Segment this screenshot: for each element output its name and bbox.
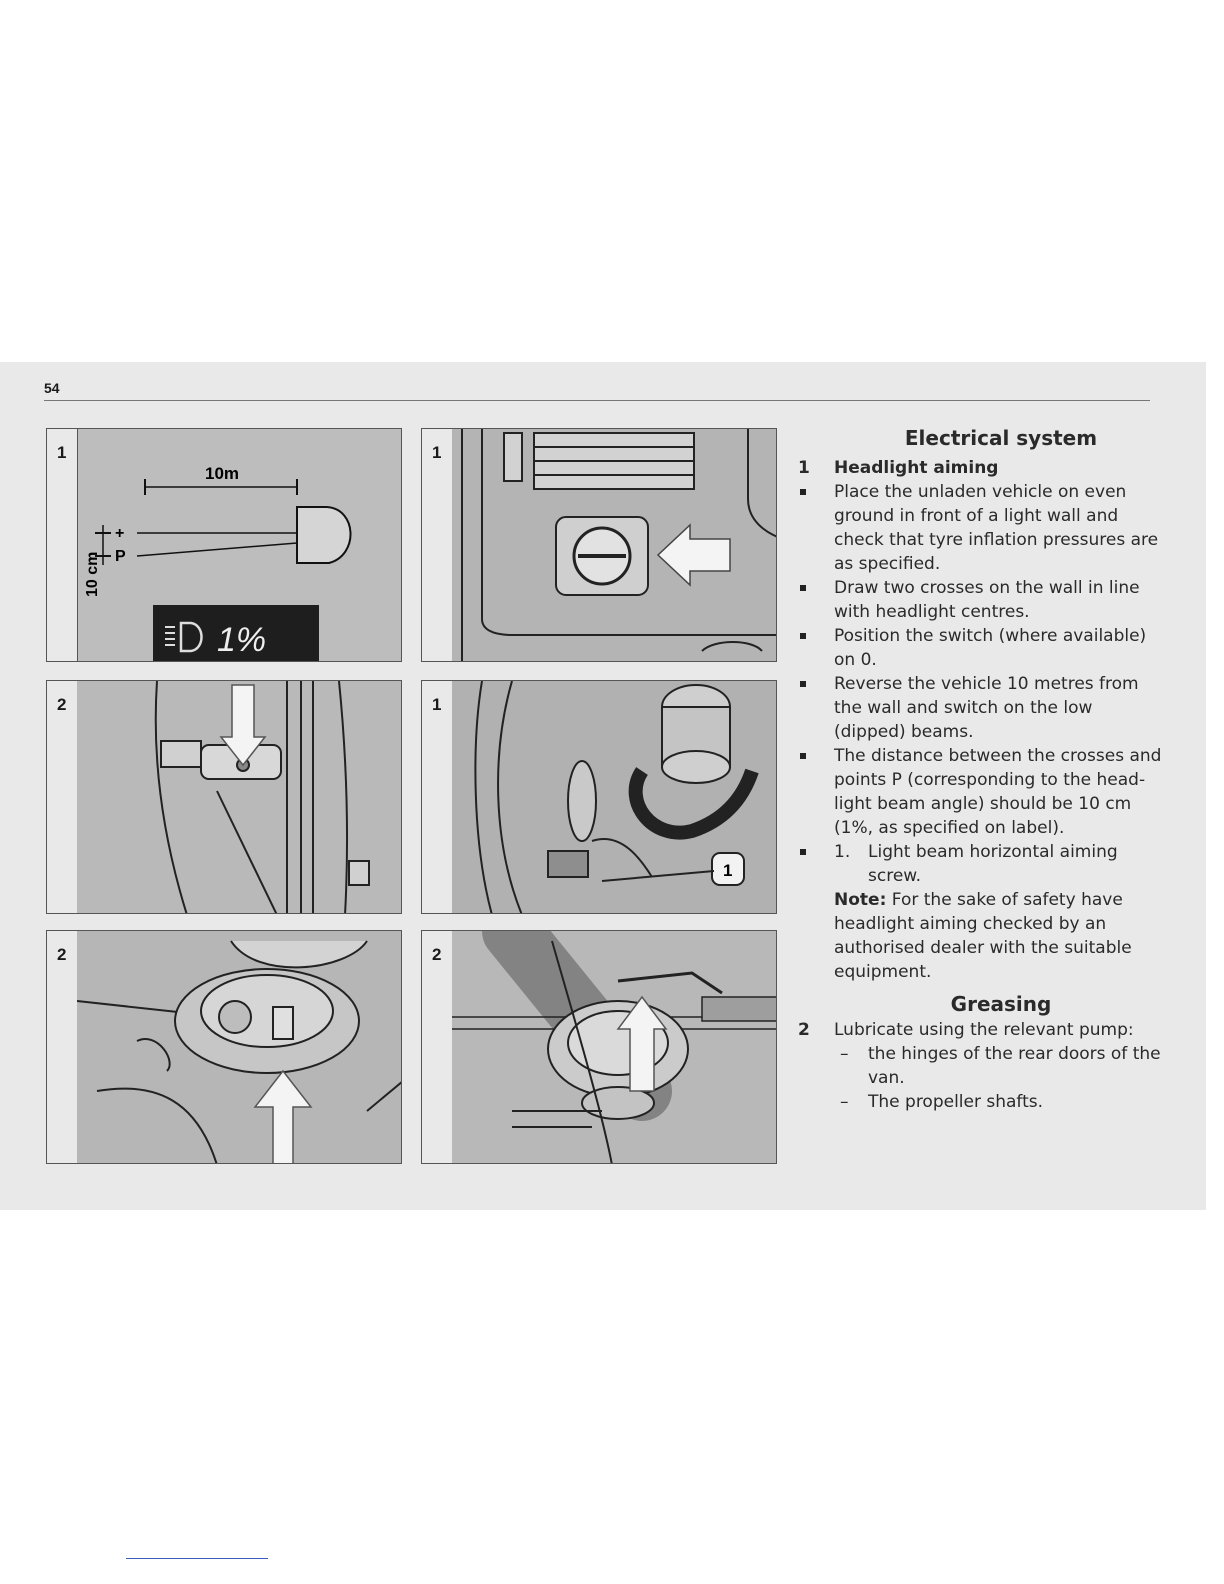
section-title-greasing: Greasing (950, 992, 1052, 1016)
figure-shaft-support (421, 930, 777, 1164)
figure-dashboard-switch (421, 428, 777, 662)
numbered-item (796, 840, 1166, 888)
bullet-text: Reverse the vehicle 10 metres from the wall and switch on the low (dipped) beams. (834, 674, 1139, 742)
bullet-text: Place the unladen vehicle on even ground in front of a light wall and check that tyre inflation pressures are as specified. (834, 482, 1159, 574)
section-number: 2 (798, 1020, 810, 1040)
section-1-header (796, 456, 1166, 480)
dash-item: – the hinges of the rear doors of the van. (840, 1044, 1161, 1088)
page-number: 54 (44, 380, 60, 396)
note-text: For the sake of safety have headlight aiming checked by an authorised dealer with the suitable equipment. (834, 890, 1132, 982)
propeller-joint-illustration (77, 931, 402, 1164)
figure-label: 1 (57, 443, 67, 462)
dash-item-text: The propeller shafts. (868, 1092, 1044, 1112)
bullet-item (796, 480, 1166, 576)
height-label: 10 cm (84, 551, 101, 597)
note-label: Note: (834, 890, 887, 910)
figure-engine-bay (421, 680, 777, 914)
instructions-text (796, 424, 1166, 1114)
figure-label: 1 (432, 443, 442, 462)
section-number: 1 (798, 458, 810, 478)
p-label: P (115, 548, 126, 565)
callout-number: 1 (723, 861, 733, 880)
manual-page (0, 362, 1206, 1210)
figure-label: 1 (432, 695, 442, 714)
section-heading: Headlight aiming (834, 458, 999, 478)
section-title-electrical: Electrical system (904, 426, 1098, 450)
figure-door-hinge (46, 680, 402, 914)
figure-label: 2 (57, 945, 67, 964)
bullet-item (796, 624, 1166, 672)
bullet-item (796, 672, 1166, 744)
figure-propeller-joint (46, 930, 402, 1164)
figure-label: 2 (57, 695, 67, 714)
distance-label: 10m (205, 464, 240, 483)
note (796, 888, 1166, 984)
dash-item-text: the hinges of the rear doors of the van. (868, 1044, 1161, 1088)
headlight-diagram-illustration (77, 429, 402, 662)
door-hinge-illustration (77, 681, 402, 914)
footer-rule (126, 1558, 268, 1559)
plus-label: + (115, 525, 125, 542)
dashboard-switch-illustration (452, 429, 777, 662)
item-number: 1. (834, 842, 851, 862)
bullet-item (796, 744, 1166, 840)
bullet-text: The distance between the crosses and points P (corresponding to the head-light beam angle) should be 10 cm (1%, as specified on label). (834, 746, 1162, 838)
bullet-text: Position the switch (where available) on 0. (834, 626, 1147, 670)
intro-text: Lubricate using the relevant pump: (834, 1020, 1134, 1040)
section-2-intro (796, 1018, 1166, 1042)
header-rule (44, 400, 1150, 401)
bullet-text: Draw two crosses on the wall in line with headlight centres. (834, 578, 1140, 622)
shaft-support-illustration (452, 931, 777, 1164)
dash-item: – The propeller shafts. (840, 1092, 1044, 1112)
figure-label: 2 (432, 945, 442, 964)
figure-headlight-diagram (46, 428, 402, 662)
item-text: Light beam horizontal aiming screw. (868, 842, 1118, 886)
beam-angle-label: 1% (217, 621, 267, 659)
bullet-item (796, 576, 1166, 624)
engine-bay-illustration (452, 681, 777, 914)
